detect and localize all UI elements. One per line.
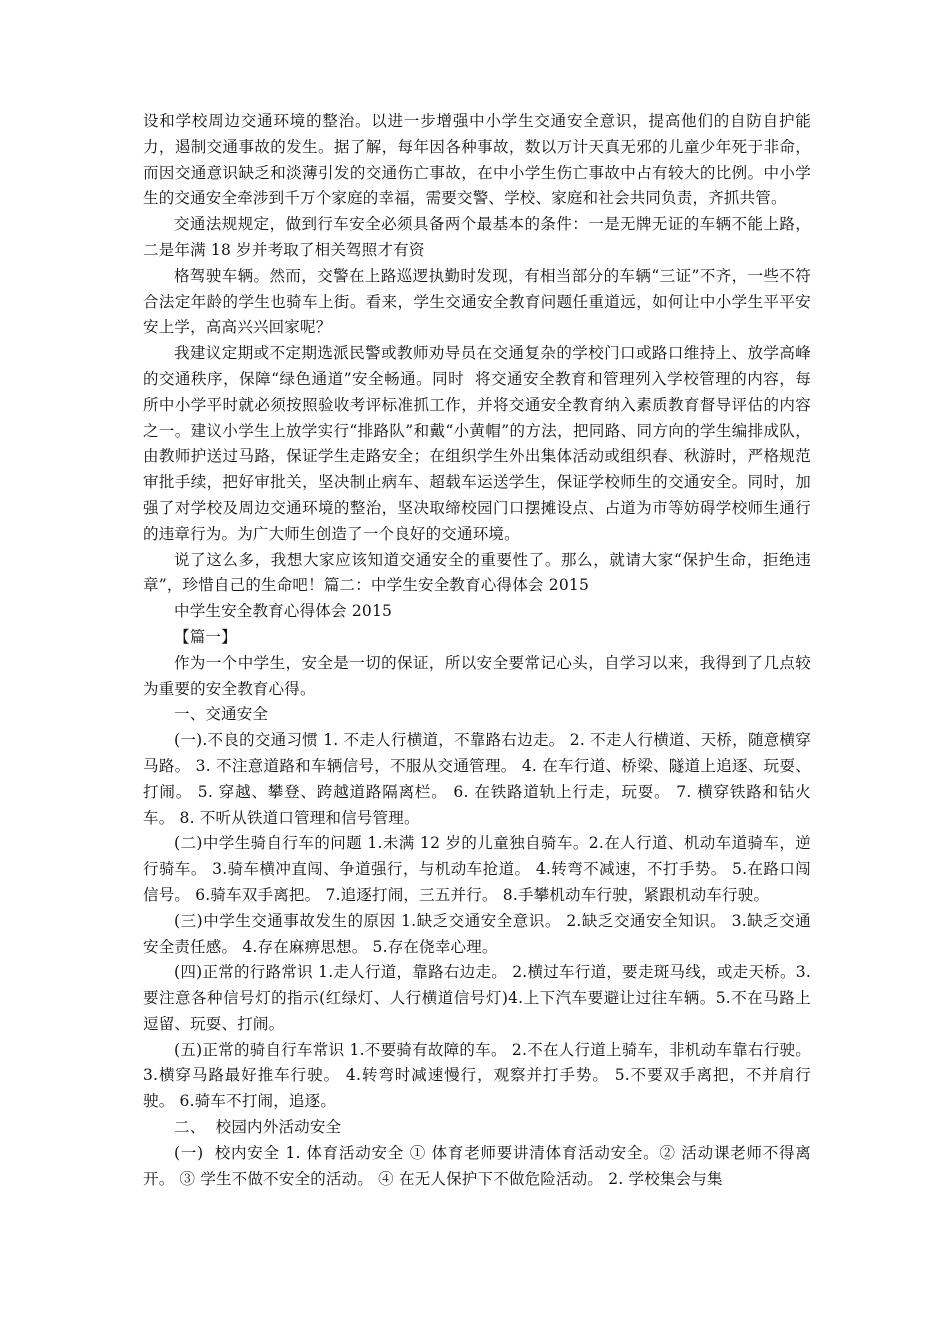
- paragraph: (三)中学生交通事故发生的原因 1.缺乏交通安全意识。 2.缺乏交通安全知识。 3.缺乏交通安全责任感。 4.存在麻痹思想。 5.存在侥幸心理。: [143, 911, 811, 956]
- paragraph: (二)中学生骑自行车的问题 1.未满 12 岁的儿童独自骑车。2.在人行道、机动车道骑车，逆行骑车。 3.骑车横冲直闯、争道强行，与机动车抢道。 4.转弯不减速，不打手势。 5.在路口闯信号。 6.骑车双手离把。 7.追逐打闹，三五并行。 8.手攀机动车行驶，紧跟机动车行驶。: [143, 834, 811, 904]
- paragraph: 交通法规规定，做到行车安全必须具备两个最基本的条件：一是无牌无证的车辆不能上路，二是年满 18 岁并考取了相关驾照才有资: [143, 215, 811, 259]
- section-heading: 一、交通安全: [174, 705, 269, 724]
- paragraph: (一).不良的交通习惯 1. 不走人行横道，不靠路右边走。 2. 不走人行横道、天桥，随意横穿马路。 3. 不注意道路和车辆信号，不服从交通管理。 4. 在车行道、桥梁、隧道上追逐、玩耍、打闹。 5. 穿越、攀登、跨越道路隔离栏。 6. 在铁路道轨上行走，玩耍。 7. 横穿铁路和钻火车。 8. 不听从铁道口管理和信号管理。: [143, 731, 811, 827]
- paragraph: 我建议定期或不定期选派民警或教师劝导员在交通复杂的学校门口或路口维持上、放学高峰的交通秩序，保障“绿色通道”安全畅通。同时 将交通安全教育和管理列入学校管理的内容，每所中小学平时就必须按照验收考评标准抓工作，并将交通安全教育纳入素质教育督导评估的内容之一。建议小学生上放学实行“排路队”和戴“小黄帽”的方法，把同路、同方向的学生编排成队，由教师护送过马路，保证学生走路安全；在组织学生外出集体活动或组织春、秋游时，严格规范审批手续，把好审批关，坚决制止病车、超载车运送学生，保证学校师生的交通安全。同时，加强了对学校及周边交通环境的整治，坚决取缔校园门口摆摊设点、占道为市等妨碍学校师生通行的违章行为。为广大师生创造了一个良好的交通环境。: [143, 344, 811, 543]
- paragraph: 作为一个中学生，安全是一切的保证，所以安全要常记心头，自学习以来，我得到了几点较为重要的安全教育心得。: [143, 653, 811, 698]
- paragraph: (五)正常的骑自行车常识 1.不要骑有故障的车。 2.不在人行道上骑车，非机动车靠右行驶。 3.横穿马路最好推车行驶。 4.转弯时减速慢行，观察并打手势。 5.不要双手离把，不并肩行驶。 6.骑车不打闹，追逐。: [143, 1040, 817, 1111]
- section-heading: 二、 校园内外活动安全: [174, 1118, 342, 1137]
- paragraph: 格驾驶车辆。然而，交警在上路巡逻执勤时发现，有相当部分的车辆“三证”不齐，一些不符合法定年龄的学生也骑车上街。看来，学生交通安全教育问题任重道远，如何让中小学生平平安安上学，高高兴兴回家呢？: [143, 266, 811, 337]
- document-body: [143, 109, 817, 1192]
- section-marker: 【篇一】: [174, 627, 237, 646]
- paragraph: (四)正常的行路常识 1.走人行道，靠路右边走。 2.横过车行道，要走斑马线，或走天桥。3.要注意各种信号灯的指示(红绿灯、人行横道信号灯)4.上下汽车要避让过往车辆。5.不在马路上逗留、玩耍、打闹。: [143, 963, 811, 1033]
- paragraph: (一) 校内安全 1. 体育活动安全 ① 体育老师要讲清体育活动安全。② 活动课老师不得离开。 ③ 学生不做不安全的活动。 ④ 在无人保护下不做危险活动。 2. 学校集会与集: [143, 1143, 811, 1188]
- article-title: 中学生安全教育心得体会 2015: [174, 602, 393, 621]
- paragraph: 说了这么多，我想大家应该知道交通安全的重要性了。那么，就请大家“保护生命，拒绝违章”，珍惜自己的生命吧！篇二：中学生安全教育心得体会 2015: [143, 550, 811, 595]
- paragraph: 设和学校周边交通环境的整治。以进一步增强中小学生交通安全意识，提高他们的自防自护能力，遏制交通事故的发生。据了解，每年因各种事故，数以万计天真无邪的儿童少年死于非命，而因交通意识缺乏和淡薄引发的交通伤亡事故，在中小学生伤亡事故中占有较大的比例。中小学生的交通安全牵涉到千万个家庭的幸福，需要交警、学校、家庭和社会共同负责，齐抓共管。: [143, 112, 811, 208]
